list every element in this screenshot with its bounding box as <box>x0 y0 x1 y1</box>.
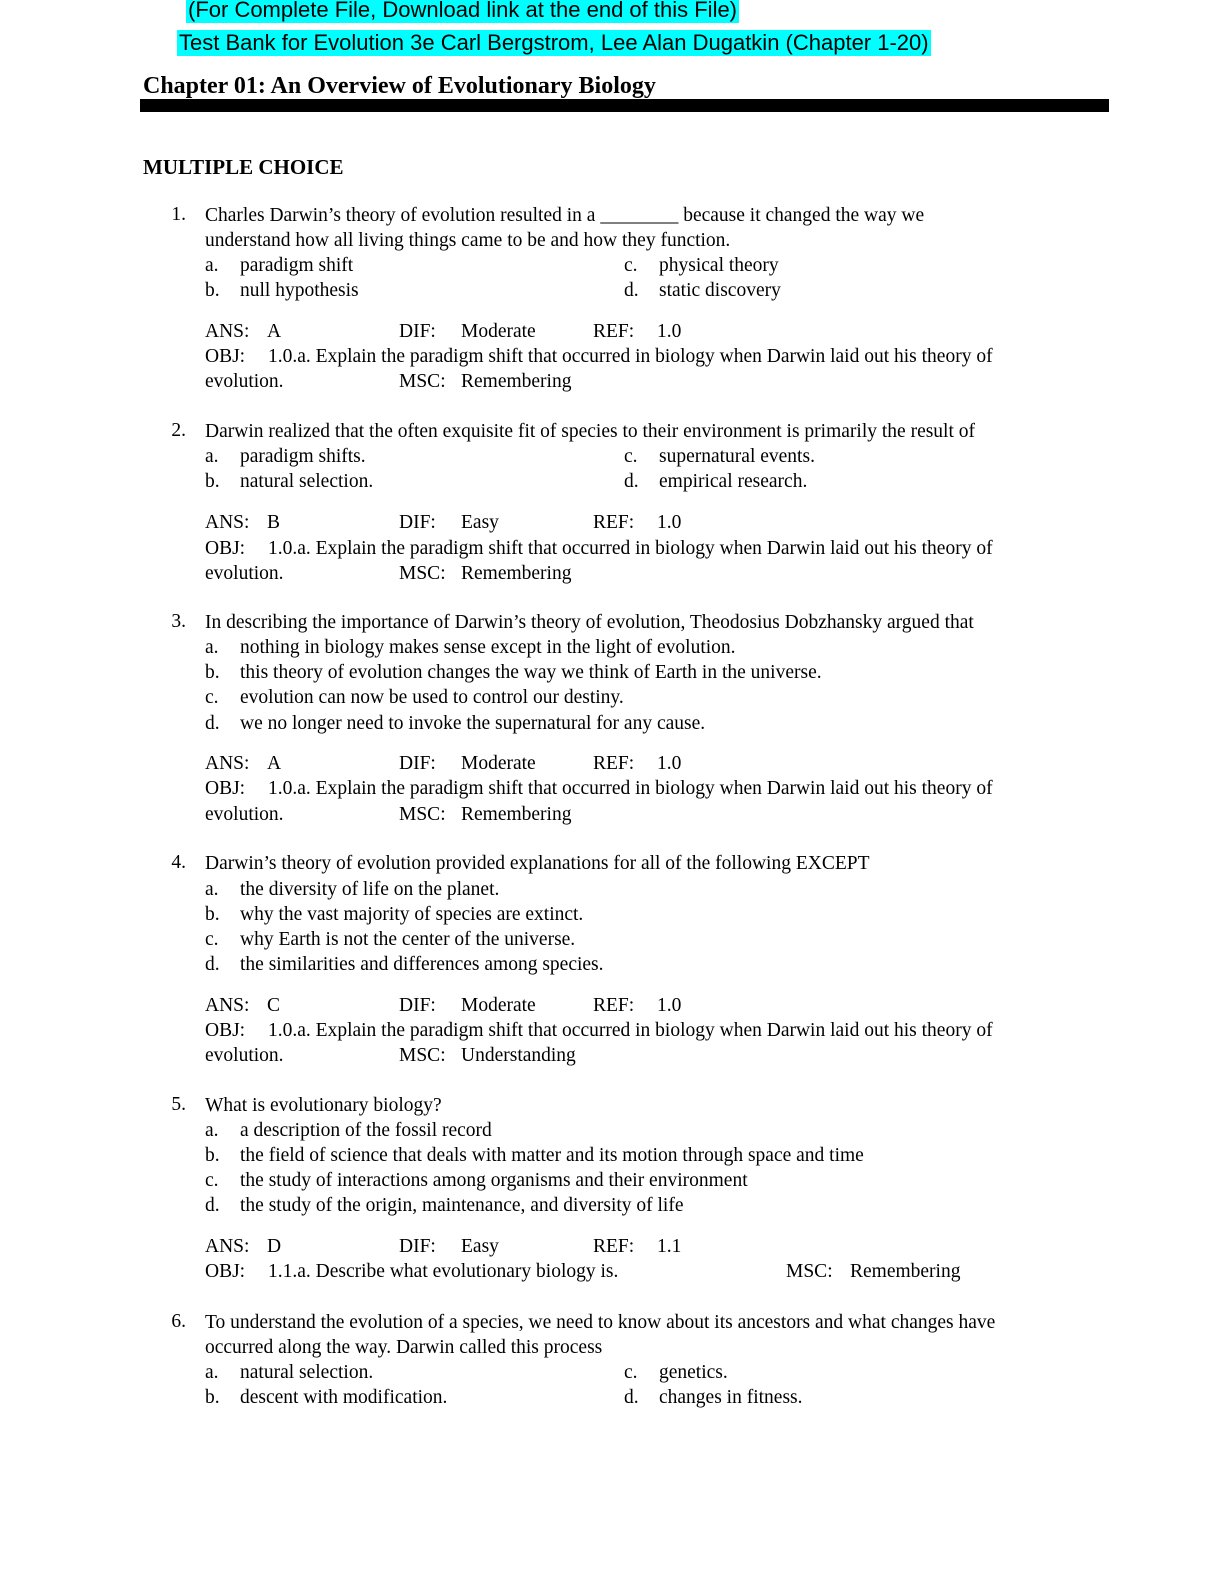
msc-value: Remembering <box>461 804 572 825</box>
choice-text: this theory of evolution changes the way we think of Earth in the universe. <box>240 662 822 683</box>
choice-text: paradigm shifts. <box>240 446 366 467</box>
ans-label: ANS: <box>205 321 250 342</box>
question-number: 6. <box>171 1311 186 1332</box>
obj-text: evolution. <box>205 563 284 584</box>
choice-text: supernatural events. <box>659 446 815 467</box>
question-number: 4. <box>171 852 186 873</box>
ans-value: A <box>267 753 282 774</box>
choice-text: empirical research. <box>659 471 808 492</box>
choice-text: natural selection. <box>240 1362 374 1383</box>
choice-text: changes in fitness. <box>659 1387 803 1408</box>
choice-letter: a. <box>205 879 219 900</box>
msc-label: MSC: <box>399 563 446 584</box>
choice-text: null hypothesis <box>240 280 359 301</box>
choice-text: why the vast majority of species are extinct. <box>240 904 584 925</box>
ans-label: ANS: <box>205 1236 250 1257</box>
msc-value: Understanding <box>461 1045 576 1066</box>
msc-value: Remembering <box>461 563 572 584</box>
choice-letter: d. <box>624 471 639 492</box>
dif-value: Moderate <box>461 995 536 1016</box>
choice-letter: c. <box>205 1170 219 1191</box>
msc-value: Remembering <box>850 1261 961 1282</box>
choice-text: a description of the fossil record <box>240 1120 492 1141</box>
dif-label: DIF: <box>399 321 436 342</box>
question-stem: understand how all living things came to be and how they function. <box>205 230 731 251</box>
obj-label: OBJ: <box>205 1020 246 1041</box>
ans-value: D <box>267 1236 282 1257</box>
choice-text: natural selection. <box>240 471 374 492</box>
choice-letter: d. <box>624 280 639 301</box>
choice-text: descent with modification. <box>240 1387 448 1408</box>
ans-label: ANS: <box>205 512 250 533</box>
obj-text: evolution. <box>205 371 284 392</box>
title-rule <box>140 99 1109 112</box>
obj-text: 1.0.a. Explain the paradigm shift that occurred in biology when Darwin laid out his theory of <box>268 778 993 799</box>
dif-label: DIF: <box>399 753 436 774</box>
question-stem: occurred along the way. Darwin called this process <box>205 1337 603 1358</box>
ref-label: REF: <box>593 512 635 533</box>
choice-letter: d. <box>205 954 220 975</box>
msc-label: MSC: <box>399 1045 446 1066</box>
ans-value: C <box>267 995 281 1016</box>
choice-letter: a. <box>205 1362 219 1383</box>
choice-text: evolution can now be used to control our destiny. <box>240 687 624 708</box>
dif-label: DIF: <box>399 512 436 533</box>
choice-text: why Earth is not the center of the universe. <box>240 929 576 950</box>
choice-letter: d. <box>624 1387 639 1408</box>
question-stem: Darwin’s theory of evolution provided explanations for all of the following EXCEPT <box>205 853 870 874</box>
ref-value: 1.1 <box>657 1236 682 1257</box>
choice-letter: b. <box>205 662 220 683</box>
obj-label: OBJ: <box>205 346 246 367</box>
obj-text: 1.0.a. Explain the paradigm shift that occurred in biology when Darwin laid out his theory of <box>268 1020 993 1041</box>
choice-letter: b. <box>205 904 220 925</box>
question-stem: In describing the importance of Darwin’s theory of evolution, Theodosius Dobzhansky argued that <box>205 612 974 633</box>
choice-letter: c. <box>624 1362 638 1383</box>
obj-text: evolution. <box>205 1045 284 1066</box>
dif-value: Easy <box>461 1236 499 1257</box>
msc-label: MSC: <box>786 1261 833 1282</box>
choice-letter: a. <box>205 255 219 276</box>
choice-text: physical theory <box>659 255 779 276</box>
dif-value: Easy <box>461 512 499 533</box>
obj-label: OBJ: <box>205 778 246 799</box>
choice-text: static discovery <box>659 280 781 301</box>
ref-label: REF: <box>593 753 635 774</box>
choice-text: the study of interactions among organisms and their environment <box>240 1170 748 1191</box>
obj-text: 1.0.a. Explain the paradigm shift that occurred in biology when Darwin laid out his theory of <box>268 346 993 367</box>
ref-value: 1.0 <box>657 753 682 774</box>
ref-value: 1.0 <box>657 321 682 342</box>
ans-value: B <box>267 512 281 533</box>
ans-label: ANS: <box>205 995 250 1016</box>
ans-value: A <box>267 321 282 342</box>
obj-label: OBJ: <box>205 1261 246 1282</box>
question-stem: Darwin realized that the often exquisite fit of species to their environment is primarily the result of <box>205 421 976 442</box>
msc-label: MSC: <box>399 804 446 825</box>
choice-text: we no longer need to invoke the supernatural for any cause. <box>240 713 706 734</box>
choice-text: the study of the origin, maintenance, and diversity of life <box>240 1195 684 1216</box>
choice-text: genetics. <box>659 1362 728 1383</box>
ref-label: REF: <box>593 995 635 1016</box>
question-stem: Charles Darwin’s theory of evolution resulted in a ________ because it changed the way we <box>205 205 925 226</box>
choice-letter: d. <box>205 713 220 734</box>
dif-label: DIF: <box>399 1236 436 1257</box>
choice-letter: b. <box>205 280 220 301</box>
choice-letter: b. <box>205 1145 220 1166</box>
question-number: 2. <box>171 420 186 441</box>
choice-letter: d. <box>205 1195 220 1216</box>
choice-text: the diversity of life on the planet. <box>240 879 500 900</box>
choice-text: the similarities and differences among species. <box>240 954 604 975</box>
ref-value: 1.0 <box>657 512 682 533</box>
question-number: 3. <box>171 611 186 632</box>
ref-label: REF: <box>593 1236 635 1257</box>
choice-letter: a. <box>205 1120 219 1141</box>
obj-text: 1.1.a. Describe what evolutionary biology is. <box>268 1261 619 1282</box>
ref-value: 1.0 <box>657 995 682 1016</box>
dif-value: Moderate <box>461 321 536 342</box>
question-number: 1. <box>171 204 186 225</box>
ref-label: REF: <box>593 321 635 342</box>
msc-value: Remembering <box>461 371 572 392</box>
download-banner: (For Complete File, Download link at the end of this File) <box>186 0 739 23</box>
msc-label: MSC: <box>399 371 446 392</box>
test-bank-banner: Test Bank for Evolution 3e Carl Bergstrom, Lee Alan Dugatkin (Chapter 1-20) <box>179 30 929 55</box>
choice-letter: a. <box>205 446 219 467</box>
dif-label: DIF: <box>399 995 436 1016</box>
question-stem: To understand the evolution of a species, we need to know about its ancestors and what changes have <box>205 1312 996 1333</box>
choice-letter: c. <box>624 446 638 467</box>
choice-letter: c. <box>205 687 219 708</box>
choice-text: the field of science that deals with matter and its motion through space and time <box>240 1145 864 1166</box>
question-stem: What is evolutionary biology? <box>205 1095 442 1116</box>
chapter-title: Chapter 01: An Overview of Evolutionary Biology <box>143 73 656 99</box>
choice-text: paradigm shift <box>240 255 354 276</box>
choice-letter: c. <box>205 929 219 950</box>
obj-text: 1.0.a. Explain the paradigm shift that occurred in biology when Darwin laid out his theory of <box>268 538 993 559</box>
choice-letter: b. <box>205 471 220 492</box>
obj-text: evolution. <box>205 804 284 825</box>
choice-text: nothing in biology makes sense except in the light of evolution. <box>240 637 736 658</box>
dif-value: Moderate <box>461 753 536 774</box>
question-number: 5. <box>171 1094 186 1115</box>
choice-letter: a. <box>205 637 219 658</box>
choice-letter: b. <box>205 1387 220 1408</box>
ans-label: ANS: <box>205 753 250 774</box>
section-heading: MULTIPLE CHOICE <box>143 155 344 179</box>
obj-label: OBJ: <box>205 538 246 559</box>
choice-letter: c. <box>624 255 638 276</box>
